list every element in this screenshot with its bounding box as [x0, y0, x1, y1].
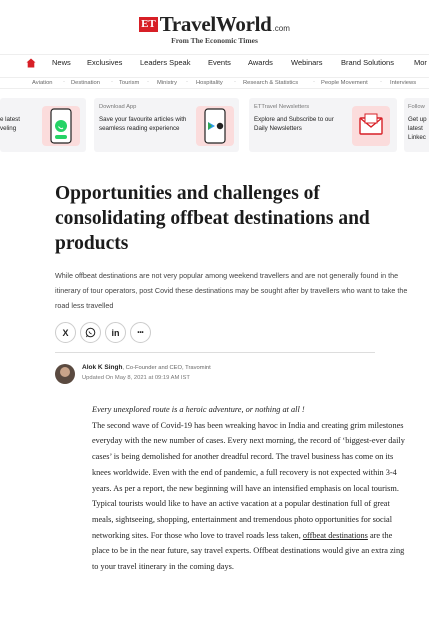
whatsapp-share-button[interactable]	[80, 322, 101, 343]
sub-nav-research[interactable]: Research & Statistics	[243, 80, 299, 86]
promo-card-follow[interactable]	[404, 98, 429, 152]
sub-nav-separator: ·	[380, 79, 382, 85]
promo-card-download-app[interactable]	[94, 98, 239, 152]
promo-card-newsletters[interactable]	[249, 98, 397, 152]
nav-item-leaders-speak[interactable]: Leaders Speak	[140, 58, 191, 67]
linkedin-icon: in	[111, 327, 120, 338]
sub-nav-destination[interactable]: Destination	[71, 80, 101, 86]
app-store-icon	[196, 106, 234, 146]
nav-item-news[interactable]: News	[52, 58, 71, 67]
logo-badge: ET	[141, 18, 156, 30]
nav-item-events[interactable]: Events	[208, 58, 231, 67]
sub-nav-hospitality[interactable]: Hospitality	[196, 80, 223, 86]
paragraph-text: are the place to be in the near future, say travel experts. Offbeat destinations would give an extra zing to your travel itinerary in the coming days.	[92, 530, 405, 572]
sub-nav-separator: ·	[111, 79, 113, 85]
nav-item-more[interactable]: Mor	[414, 58, 427, 67]
promo-card-whatsapp[interactable]	[0, 98, 86, 152]
logo-tagline: From The Economic Times	[171, 36, 258, 45]
updated-timestamp: Updated On May 8, 2021 at 09:19 AM IST	[82, 375, 190, 381]
promo-title: Follow	[408, 104, 425, 110]
sub-nav-separator: ·	[186, 79, 188, 85]
whatsapp-phone-icon	[42, 106, 80, 146]
promo-title: ETTravel Newsletters	[254, 104, 310, 110]
article-paragraph: The second wave of Covid-19 has been wreaking havoc in India and creating grim milestones everyday with the new number of cases. Every next morning, the record of ‘biggest-ever daily cases’ is being demolished for another dreadful record. The travel business has come on its knees worldwide. Even with the end of pandemic, a full recovery is not expected within 3-4 years. As per a report, the new beginning will have an intensified emphasis on local tourism.	[92, 420, 405, 493]
promo-text: Save your favourite articles with seamless reading experience	[99, 116, 187, 132]
home-icon[interactable]	[26, 58, 36, 68]
share-bar	[55, 322, 151, 343]
article-title: Opportunities and challenges of consolidating offbeat destinations and products	[55, 183, 370, 254]
site-logo[interactable]	[0, 13, 429, 45]
promo-title: Download App	[99, 104, 137, 110]
sub-nav-separator: ·	[234, 79, 236, 85]
x-share-button[interactable]	[55, 322, 76, 343]
linkedin-share-button[interactable]	[105, 322, 126, 343]
sub-nav-aviation[interactable]: Aviation	[32, 80, 53, 86]
article-paragraph	[92, 496, 410, 575]
whatsapp-icon	[85, 327, 96, 338]
promo-text: Explore and Subscribe to our Daily Newsletters	[254, 116, 334, 132]
promo-text: Get up latest Linkec	[408, 116, 427, 141]
nav-item-brand-solutions[interactable]: Brand Solutions	[341, 58, 394, 67]
author-byline	[82, 364, 211, 371]
sub-nav-separator: ·	[147, 79, 149, 85]
sub-nav	[0, 77, 429, 89]
main-nav	[0, 54, 429, 71]
sub-nav-tourism[interactable]: Tourism	[119, 80, 140, 86]
nav-item-webinars[interactable]: Webinars	[291, 58, 323, 67]
article-quote: Every unexplored route is a heroic adventure, or nothing at all !	[92, 405, 305, 414]
paragraph-text: Typical tourists would like to have an active vacation at a popular destination full of great meals, sightseeing, shopping, entertainment and tremendous photo opportunities for social networking sites. For those who love to travel roads less taken,	[92, 499, 393, 540]
more-icon: •••	[137, 329, 144, 336]
divider	[55, 352, 375, 353]
author-role: , Co-Founder and CEO, Travomint	[122, 365, 211, 371]
sub-nav-separator: ·	[63, 79, 65, 85]
logo-name: TravelWorld	[159, 12, 272, 36]
promo-text: e latest veling	[0, 116, 20, 132]
avatar[interactable]	[55, 364, 75, 384]
more-share-button[interactable]	[130, 322, 151, 343]
article-body	[92, 402, 410, 575]
sub-nav-separator: ·	[313, 79, 315, 85]
sub-nav-ministry[interactable]: Ministry	[157, 80, 177, 86]
newsletter-mail-icon	[352, 106, 390, 146]
author-name[interactable]: Alok K Singh	[82, 364, 123, 371]
x-icon: X	[62, 327, 69, 338]
logo-suffix: .com	[272, 24, 290, 33]
offbeat-destinations-link[interactable]: offbeat destinations	[302, 530, 368, 540]
article-synopsis: While offbeat destinations are not very popular among weekend travellers and are not generally found in the itinerary of tour operators, post Covid these destinations may be sought after by travellers who want to take the road less travelled	[55, 271, 408, 310]
sub-nav-people-movement[interactable]: People Movement	[321, 80, 368, 86]
nav-item-exclusives[interactable]: Exclusives	[87, 58, 123, 67]
sub-nav-interviews[interactable]: Interviews	[390, 80, 417, 86]
nav-item-awards[interactable]: Awards	[248, 58, 273, 67]
